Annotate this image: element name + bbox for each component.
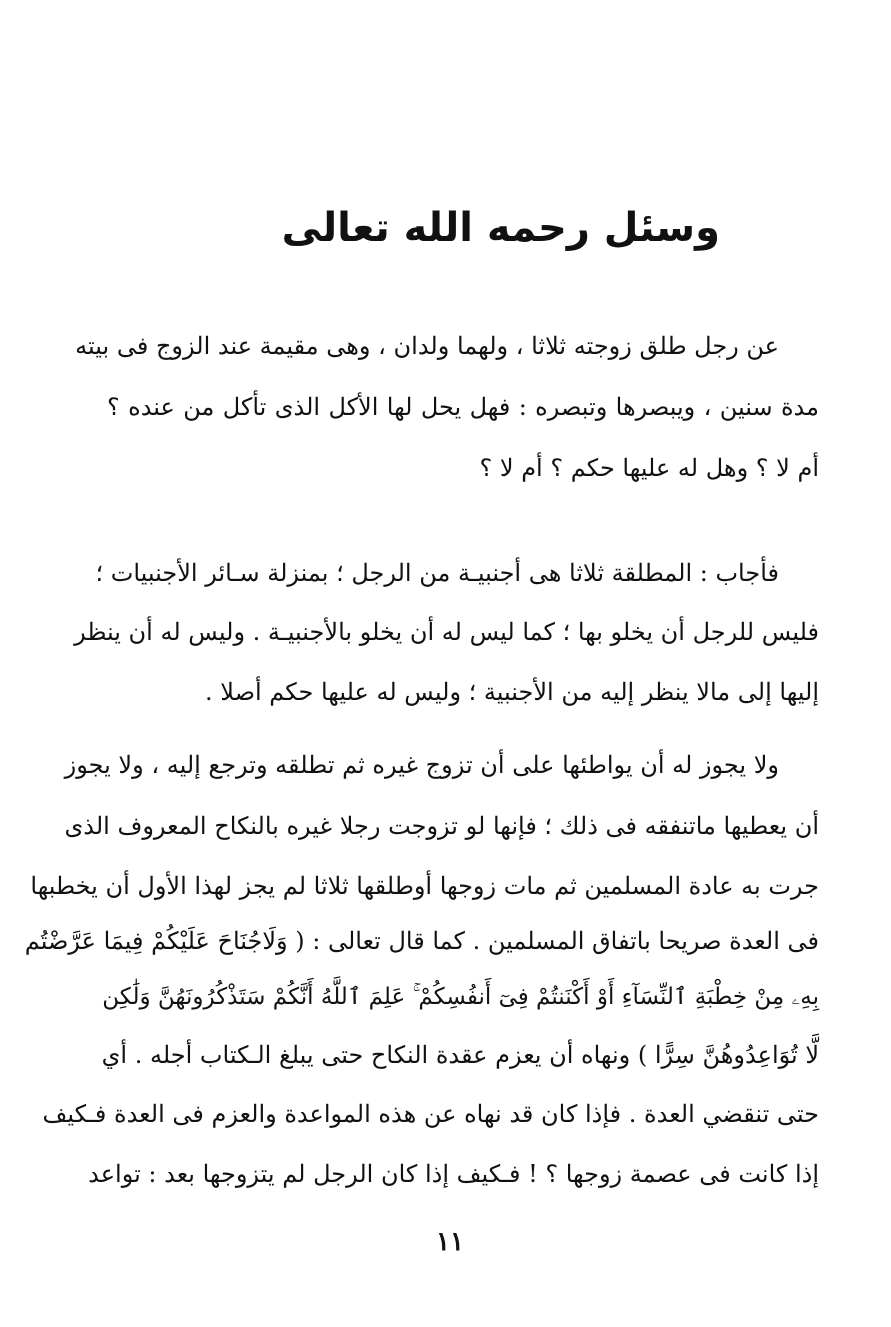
answer-line: فى العدة صريحا باتفاق المسلمين . كما قال تعالى : ( وَلَاجُنَاحَ عَلَيْكُمْ فِيمَا عَرَّضْتُم xyxy=(24,927,819,955)
answer-line: جرت به عادة المسلمين ثم مات زوجها أوطلقها ثلاثا لم يجز لهذا الأول أن يخطبها xyxy=(30,872,819,900)
page-number: ١١ xyxy=(436,1227,464,1257)
answer-line: إذا كانت فى عصمة زوجها ؟ ! فـكيف إذا كان الرجل لم يتزوجها بعد : تواعد xyxy=(88,1160,819,1188)
answer-line: أن يعطيها ماتنفقه فى ذلك ؛ فإنها لو تزوجت رجلا غيره بالنكاح المعروف الذى xyxy=(64,812,819,840)
section-title: وسئل رحمه الله تعالى xyxy=(281,205,720,251)
answer-line: إليها إلى مالا ينظر إليه من الأجنبية ؛ وليس له عليها حكم أصلا . xyxy=(205,678,819,706)
question-line: مدة سنين ، ويبصرها وتبصره : فهل يحل لها الأكل الذى تأكل من عنده ؟ xyxy=(107,393,819,421)
answer-line: حتى تنقضي العدة . فإذا كان قد نهاه عن هذه المواعدة والعزم فى العدة فـكيف xyxy=(42,1100,819,1128)
question-line: عن رجل طلق زوجته ثلاثا ، ولهما ولدان ، وهى مقيمة عند الزوج فى بيته xyxy=(75,332,779,360)
answer-line: فأجاب : المطلقة ثلاثا هى أجنبيـة من الرجل ؛ بمنزلة سـائر الأجنبيات ؛ xyxy=(95,559,779,587)
answer-line: ولا يجوز له أن يواطئها على أن تزوج غيره ثم تطلقه وترجع إليه ، ولا يجوز xyxy=(64,751,779,779)
quran-verse-line: بِهِۦ مِنْ خِطْبَةِ ٱلنِّسَآءِ أَوْ أَكْنَنتُمْ فِىٓ أَنفُسِكُمْ ۚ عَلِمَ ٱللَّهُ أَنَّكُمْ سَتَذْكُرُونَهُنَّ وَلَٰكِن xyxy=(102,984,819,1010)
answer-line: لَّا تُوَاعِدُوهُنَّ سِرًّا ) ونهاه أن يعزم عقدة النكاح حتى يبلغ الـكتاب أجله . أي xyxy=(101,1041,819,1069)
answer-line: فليس للرجل أن يخلو بها ؛ كما ليس له أن يخلو بالأجنبيـة . وليس له أن ينظر xyxy=(74,618,819,646)
question-line: أم لا ؟ وهل له عليها حكم ؟ أم لا ؟ xyxy=(479,454,819,482)
